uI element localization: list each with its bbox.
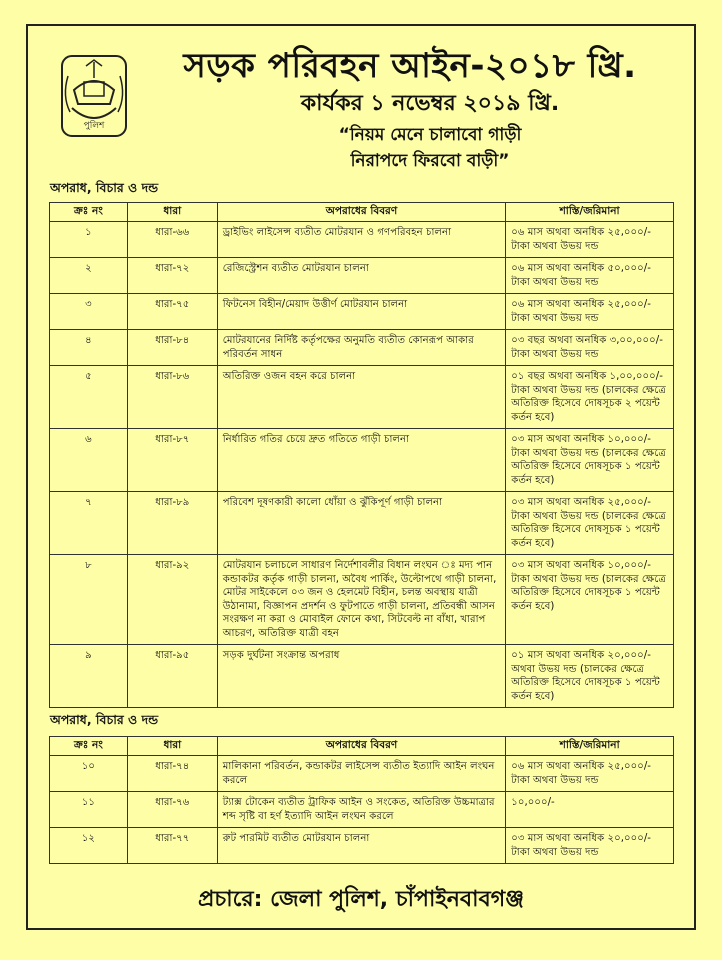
table-row	[50, 429, 674, 492]
row-number: ১	[50, 222, 128, 258]
row-section: ধারা-৮৭	[127, 429, 217, 492]
table-row	[50, 792, 674, 828]
table-row	[50, 222, 674, 258]
row-section: ধারা-৭৭	[127, 828, 217, 864]
row-offense: পরিবেশ দূষণকারী কালো ধোঁয়া ও ঝুঁকিপূর্ণ গাড়ী চালনা	[217, 492, 505, 555]
table-header-row	[50, 203, 674, 222]
row-offense: রেজিস্ট্রেশন ব্যতীত মোটরযান চালনা	[217, 258, 505, 294]
col-header-offense: অপরাধের বিবরণ	[217, 203, 505, 222]
poster-title: সড়ক পরিবহন আইন-২০১৮ খ্রি.	[183, 46, 637, 86]
row-number: ৯	[50, 645, 128, 708]
slogan	[230, 122, 630, 174]
table-row	[50, 828, 674, 864]
row-offense: মোটরযান চলাচলে সাধারণ নির্দেশাবলীর বিধান লংঘন ঃ মদ্য পান কন্ডাকটর কর্তৃক গাড়ী চালনা, অবৈধ পার্কিং, উল্টোপথে গাড়ী চালনা, মোটর সাইকেলে ০৩ জন ও হেলমেট বিহীন, চলন্ত অবস্থায় যাত্রী উঠানামা, বিজ্ঞাপন প্রদর্শন ও ফুটপাতে গাড়ী চালনা, প্রতিবন্ধী আসন সংরক্ষণ না করা ও মোবাইল ফোনে কথা, সিটবেল্ট না বাঁধা, খারাপ আচরণ, অতিরিক্ত যাত্রী বহন	[217, 555, 505, 645]
row-section: ধারা-৯২	[127, 555, 217, 645]
section-heading-2: অপরাধ, বিচার ও দন্ড	[50, 712, 159, 727]
row-offense: ফিটনেস বিহীন/মেয়াদ উত্তীর্ণ মোটরযান চালনা	[217, 294, 505, 330]
row-penalty: ০৬ মাস অথবা অনধিক ৫০,০০০/- টাকা অথবা উভয় দন্ড	[506, 258, 674, 294]
row-section: ধারা-৯৫	[127, 645, 217, 708]
row-number: ৫	[50, 366, 128, 429]
offense-table-1	[49, 202, 674, 708]
col-header-no: ক্রঃ নং	[50, 203, 128, 222]
row-section: ধারা-৬৬	[127, 222, 217, 258]
table-row	[50, 294, 674, 330]
col-header-penalty: শাস্তি/জরিমানা	[506, 203, 674, 222]
section-heading-1: অপরাধ, বিচার ও দন্ড	[50, 180, 159, 195]
slogan-line-2: নিরাপদে ফিরবো বাড়ী”	[350, 151, 510, 171]
offense-table-2	[49, 736, 674, 864]
col-header-section: ধারা	[127, 203, 217, 222]
row-number: ৮	[50, 555, 128, 645]
row-number: ১০	[50, 756, 128, 792]
row-number: ১১	[50, 792, 128, 828]
row-number: ৭	[50, 492, 128, 555]
row-penalty: ০৬ মাস অথবা অনধিক ২৫,০০০/- টাকা অথবা উভয় দন্ড	[506, 222, 674, 258]
logo-label: পুলিশ	[83, 121, 105, 131]
row-penalty: ০১ বছর অথবা অনধিক ১,০০,০০০/- টাকা অথবা উভয় দন্ড (চালকের ক্ষেত্রে অতিরিক্ত হিসেবে দোষসূচক ২ পয়েন্ট কর্তন হবে)	[506, 366, 674, 429]
row-number: ১২	[50, 828, 128, 864]
row-penalty: ১০,০০০/-	[506, 792, 674, 828]
table-row	[50, 330, 674, 366]
row-penalty: ০৩ মাস অথবা অনধিক ১০,০০০/- টাকা অথবা উভয় দন্ড (চালকের ক্ষেত্রে অতিরিক্ত হিসেবে দোষসূচক ১ পয়েন্ট কর্তন হবে)	[506, 429, 674, 492]
footer-credit: প্রচারে: জেলা পুলিশ, চাঁপাইনবাবগঞ্জ	[198, 887, 524, 912]
table-row	[50, 756, 674, 792]
table-row	[50, 645, 674, 708]
police-emblem-icon	[58, 52, 130, 140]
col-header-offense: অপরাধের বিবরণ	[217, 737, 505, 756]
row-penalty: ০৩ বছর অথবা অনধিক ৩,০০,০০০/- টাকা অথবা উভয় দন্ড	[506, 330, 674, 366]
row-offense: নির্ধারিত গতির চেয়ে দ্রুত গতিতে গাড়ী চালনা	[217, 429, 505, 492]
row-offense: ট্যাক্স টোকেন ব্যতীত ট্রাফিক আইন ও সংকেত, অতিরিক্ত উচ্চমাত্রার শব্দ সৃষ্টি বা হর্ণ ইত্যাদি আইন লংঘন করলে	[217, 792, 505, 828]
row-section: ধারা-৮৯	[127, 492, 217, 555]
row-offense: ড্রাইভিং লাইসেন্স ব্যতীত মোটরযান ও গণপরিবহন চালনা	[217, 222, 505, 258]
col-header-penalty: শাস্তি/জরিমানা	[506, 737, 674, 756]
table-row	[50, 492, 674, 555]
row-offense: রুট পারমিট ব্যতীত মোটরযান চালনা	[217, 828, 505, 864]
row-number: ৩	[50, 294, 128, 330]
table-row	[50, 258, 674, 294]
table-header-row	[50, 737, 674, 756]
row-offense: অতিরিক্ত ওজন বহন করে চালনা	[217, 366, 505, 429]
col-header-no: ক্রঃ নং	[50, 737, 128, 756]
table-row	[50, 366, 674, 429]
row-number: ৬	[50, 429, 128, 492]
effective-date: কার্যকর ১ নভেম্বর ২০১৯ খ্রি.	[300, 91, 560, 116]
row-number: ২	[50, 258, 128, 294]
row-penalty: ০৩ মাস অথবা অনধিক ১০,০০০/- টাকা অথবা উভয় দন্ড (চালকের ক্ষেত্রে অতিরিক্ত হিসেবে দোষসূচক ১ পয়েন্ট কর্তন হবে)	[506, 555, 674, 645]
row-offense: সড়ক দুর্ঘটনা সংক্রান্ত অপরাধ	[217, 645, 505, 708]
row-penalty: ০১ মাস অথবা অনধিক ২০,০০০/- অথবা উভয় দন্ড (চালকের ক্ষেত্রে অতিরিক্ত হিসেবে দোষসূচক ১ পয়েন্ট কর্তন হবে)	[506, 645, 674, 708]
row-section: ধারা-৭৬	[127, 792, 217, 828]
row-offense: মালিকানা পরিবর্তন, কন্ডাকটর লাইসেন্স ব্যতীত ইত্যাদি আইন লংঘন করলে	[217, 756, 505, 792]
row-section: ধারা-৭৫	[127, 294, 217, 330]
row-number: ৪	[50, 330, 128, 366]
row-section: ধারা-৭৪	[127, 756, 217, 792]
row-offense: মোটরযানের নির্দিষ্ট কর্তৃপক্ষের অনুমতি ব্যতীত কোনরূপ আকার পরিবর্তন সাধন	[217, 330, 505, 366]
row-section: ধারা-৭২	[127, 258, 217, 294]
row-penalty: ০৩ মাস অথবা অনধিক ২০,০০০/- টাকা অথবা উভয় দন্ড	[506, 828, 674, 864]
row-penalty: ০৩ মাস অথবা অনধিক ২৫,০০০/- টাকা অথবা উভয় দন্ড (চালকের ক্ষেত্রে অতিরিক্ত হিসেবে দোষসূচক ১ পয়েন্ট কর্তন হবে)	[506, 492, 674, 555]
table-row	[50, 555, 674, 645]
slogan-line-1: “নিয়ম মেনে চালাবো গাড়ী	[338, 125, 522, 145]
row-penalty: ০৬ মাস অথবা অনধিক ২৫,০০০/- টাকা অথবা উভয় দন্ড	[506, 756, 674, 792]
row-penalty: ০৬ মাস অথবা অনধিক ২৫,০০০/- টাকা অথবা উভয় দন্ড	[506, 294, 674, 330]
col-header-section: ধারা	[127, 737, 217, 756]
row-section: ধারা-৮৬	[127, 366, 217, 429]
row-section: ধারা-৮৪	[127, 330, 217, 366]
